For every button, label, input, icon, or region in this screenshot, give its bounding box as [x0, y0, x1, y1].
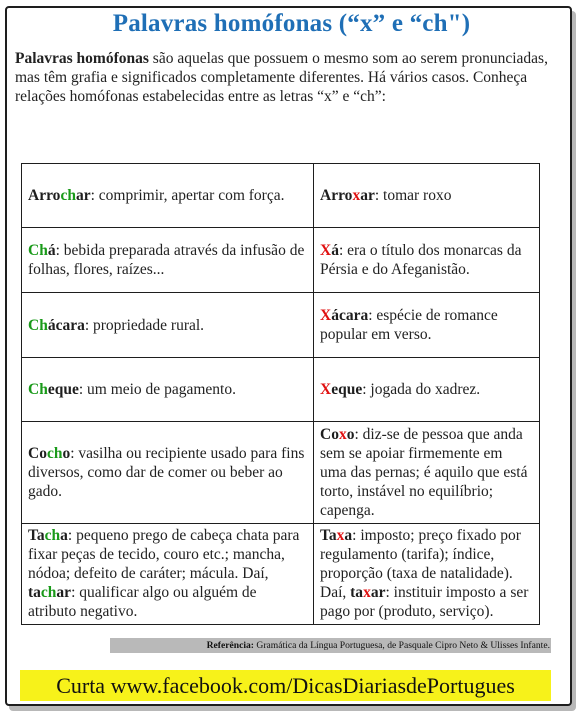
ch-cell [22, 293, 314, 358]
reference-text: Gramática da Língua Portuguesa, de Pasquale Cipro Neto & Ulisses Infante. [254, 640, 550, 651]
ch-word: Chá [28, 242, 56, 259]
ch-word: Chácara [28, 316, 85, 334]
x-definition: : imposto; preço fixado por regulamento (tarifa); índice, proporção (taxa de natalidade). Daí, [320, 527, 521, 601]
ch-cell [22, 228, 314, 293]
ch-word: Cheque [28, 381, 79, 398]
ch-definition: : um meio de pagamento. [78, 381, 236, 398]
ch-definition: : bebida preparada através da infusão de folhas, flores, raízes... [28, 242, 305, 278]
page-title: Palavras homófonas (“x” e “ch") [112, 10, 471, 37]
intro-text: são aquelas que possuem o mesmo som ao serem pronunciadas, mas têm grafia e significados completamente diferentes. Há vários casos. Conheça relações homófonas estabelecidas entre as letras “x” e “ch”: [15, 50, 548, 105]
x-cell [314, 228, 540, 293]
ch-cell [22, 164, 314, 228]
table-row [22, 422, 540, 524]
x-cell [314, 524, 540, 625]
x-word: Taxa [320, 527, 353, 544]
ch-definition: : propriedade rural. [84, 316, 205, 334]
x-definition: : era o título dos monarcas da Pérsia e do Afeganistão. [320, 242, 522, 278]
x-cell [314, 422, 540, 524]
intro-paragraph [15, 49, 569, 106]
facebook-footer-banner[interactable]: Curta www.facebook.com/DicasDiariasdePortugues [20, 670, 551, 701]
table-row [22, 524, 540, 625]
ch-derived-definition: : qualificar algo ou alguém de atributo negativo. [28, 584, 257, 620]
x-word: Coxo [320, 426, 355, 443]
x-derived-word: taxar [350, 584, 386, 601]
reference-note [110, 638, 551, 653]
table-row [22, 164, 540, 228]
x-derived-definition: : instituir imposto a ser pago por (produto, serviço). [320, 584, 529, 620]
ch-word: Arrochar [28, 187, 91, 204]
ch-definition: : vasilha ou recipiente usado para fins diversos, como dar de comer ou beber ao gado. [28, 445, 305, 500]
x-definition: : jogada do xadrez. [362, 381, 481, 398]
table-row [22, 293, 540, 358]
x-definition: : tomar roxo [374, 187, 452, 204]
ch-word: Tacha [28, 527, 68, 544]
intro-term: Palavras homófonas [15, 50, 149, 67]
table-row [22, 358, 540, 422]
x-definition: : diz-se de pessoa que anda sem se apoiar firmemente em uma das pernas; é aquilo que está torto, instável no equilíbrio; capenga. [320, 426, 528, 519]
homophones-table [21, 163, 540, 625]
ch-cell [22, 358, 314, 422]
ch-definition: : comprimir, apertar com força. [90, 187, 285, 204]
x-word: Xácara [320, 307, 369, 324]
x-definition: : espécie de romance popular em verso. [320, 307, 498, 343]
x-word: Xá [320, 242, 339, 259]
ch-derived-word: tachar [28, 584, 72, 601]
ch-word: Cocho [28, 445, 71, 462]
x-cell [314, 293, 540, 358]
x-word: Xeque [320, 381, 363, 398]
reference-label: Referência: [206, 640, 254, 651]
x-cell [314, 358, 540, 422]
ch-cell [22, 524, 314, 625]
ch-cell [22, 422, 314, 524]
x-word: Arroxar [320, 187, 375, 204]
x-cell [314, 164, 540, 228]
ch-definition: : pequeno prego de cabeça chata para fixar peças de tecido, couro etc.; mancha, nódoa; defeito de caráter; mácula. Daí, [28, 527, 300, 582]
table-row [22, 228, 540, 293]
